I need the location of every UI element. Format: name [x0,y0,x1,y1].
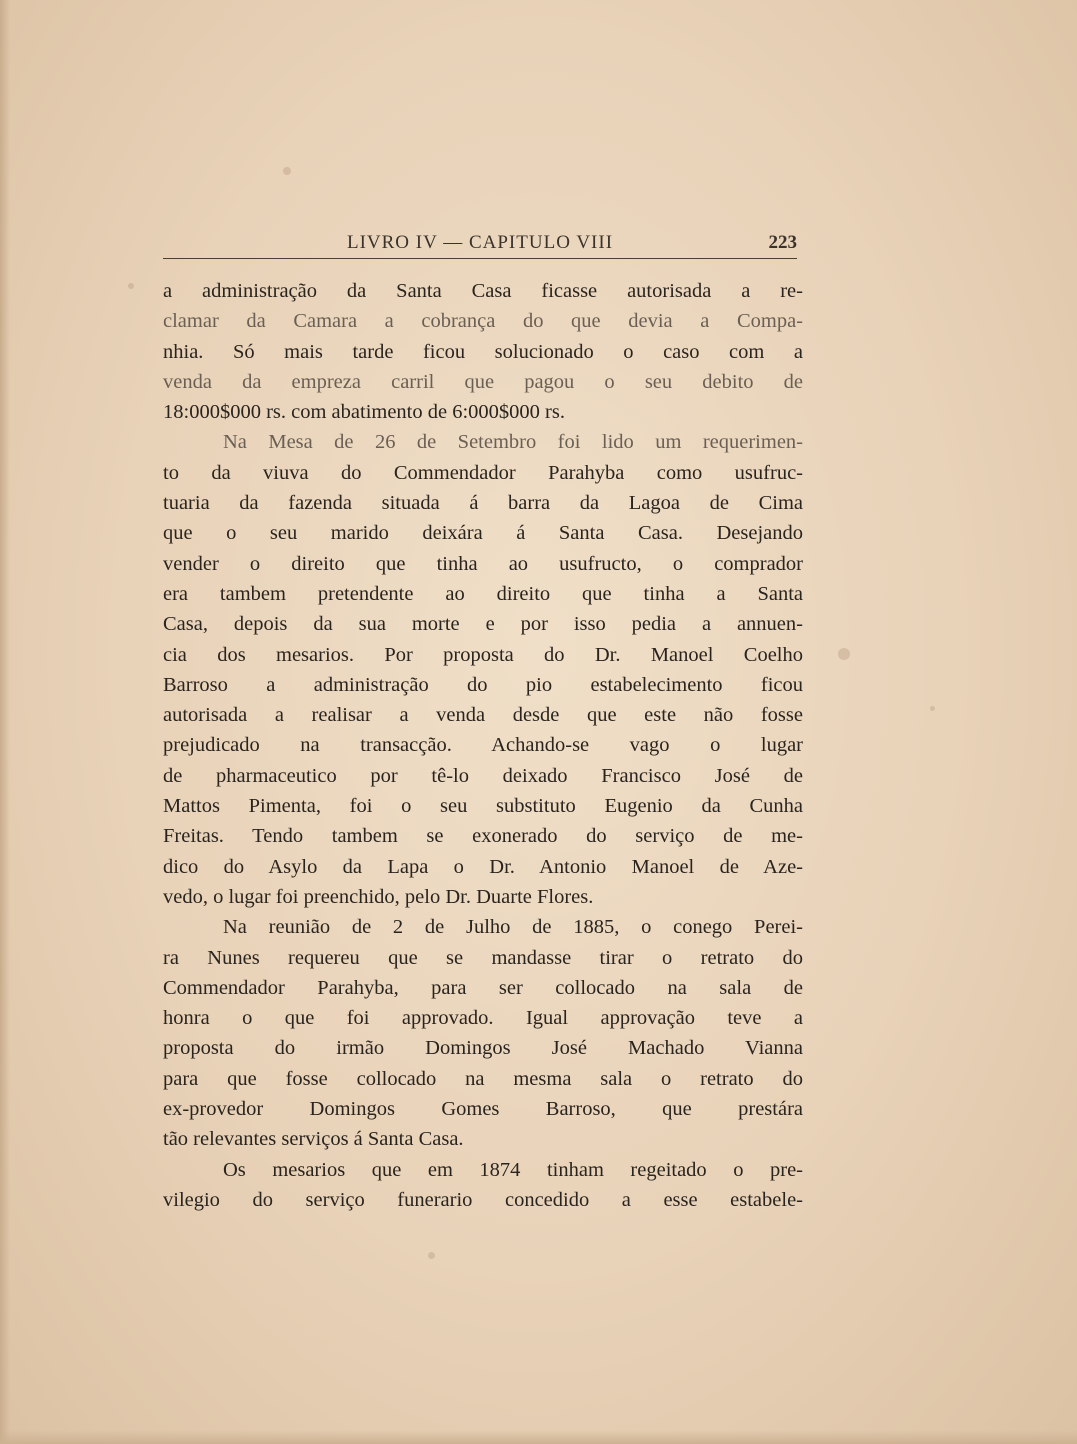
text-line: de pharmaceutico por tê-lo deixado Francisco José de [163,764,803,787]
chapter-heading: LIVRO IV — CAPITULO VIII [346,232,614,253]
text-line: vedo, o lugar foi preenchido, pelo Dr. Duarte Flores. [163,885,594,908]
paper-stain [930,706,935,711]
text-line: Casa, depois da sua morte e por isso pedia a annuen- [163,613,803,636]
page-edge-bottom [0,1430,1077,1444]
text-line: vilegio do serviço funerario concedido a esse estabele- [163,1188,803,1211]
page-number: 223 [768,232,797,253]
text-line: to da viuva do Commendador Parahyba como usufruc- [163,461,803,484]
text-line: clamar da Camara a cobrança do que devia a Compa- [163,310,803,333]
text-line: Os mesarios que em 1874 tinham regeitado o pre- [223,1158,803,1181]
text-line: dico do Asylo da Lapa o Dr. Antonio Manoel de Aze- [163,855,803,878]
text-line: era tambem pretendente ao direito que tinha a Santa [163,582,803,605]
text-line: Na Mesa de 26 de Setembro foi lido um requerimen- [223,431,803,454]
text-line: Freitas. Tendo tambem se exonerado do serviço de me- [163,825,803,848]
text-line: Mattos Pimenta, foi o seu substituto Eugenio da Cunha [163,795,803,818]
text-line: ra Nunes requereu que se mandasse tirar o retrato do [163,946,803,969]
text-line: Barroso a administração do pio estabelecimento ficou [163,673,803,696]
text-line: nhia. Só mais tarde ficou solucionado o caso com a [163,340,803,363]
text-line: Commendador Parahyba, para ser collocado na sala de [163,976,803,999]
text-line: a administração da Santa Casa ficasse autorisada a re- [163,280,803,302]
running-header [163,232,797,259]
paper-stain [283,167,291,175]
paper-stain [428,1252,435,1259]
paper-stain [128,283,134,289]
text-line: Na reunião de 2 de Julho de 1885, o conego Perei- [223,916,803,939]
body-text [163,276,803,1215]
text-line: proposta do irmão Domingos José Machado Vianna [163,1037,803,1060]
paper-stain [838,648,850,660]
text-line: para que fosse collocado na mesma sala o retrato do [163,1067,803,1090]
page-edge-left [0,0,10,1444]
text-line: prejudicado na transacção. Achando-se vago o lugar [163,734,803,757]
text-line: 18:000$000 rs. com abatimento de 6:000$000 rs. [163,401,565,424]
text-line: cia dos mesarios. Por proposta do Dr. Manoel Coelho [163,643,803,666]
text-line: vender o direito que tinha ao usufructo, o comprador [163,552,803,575]
text-line: que o seu marido deixára á Santa Casa. Desejando [163,522,803,545]
text-line: venda da empreza carril que pagou o seu debito de [163,370,803,393]
text-line: tão relevantes serviços á Santa Casa. [163,1128,464,1151]
text-line: autorisada a realisar a venda desde que este não fosse [163,704,803,727]
text-line: ex-provedor Domingos Gomes Barroso, que prestára [163,1098,803,1121]
text-line: tuaria da fazenda situada á barra da Lagoa de Cima [163,492,803,515]
text-line: honra o que foi approvado. Igual approvação teve a [163,1007,803,1030]
